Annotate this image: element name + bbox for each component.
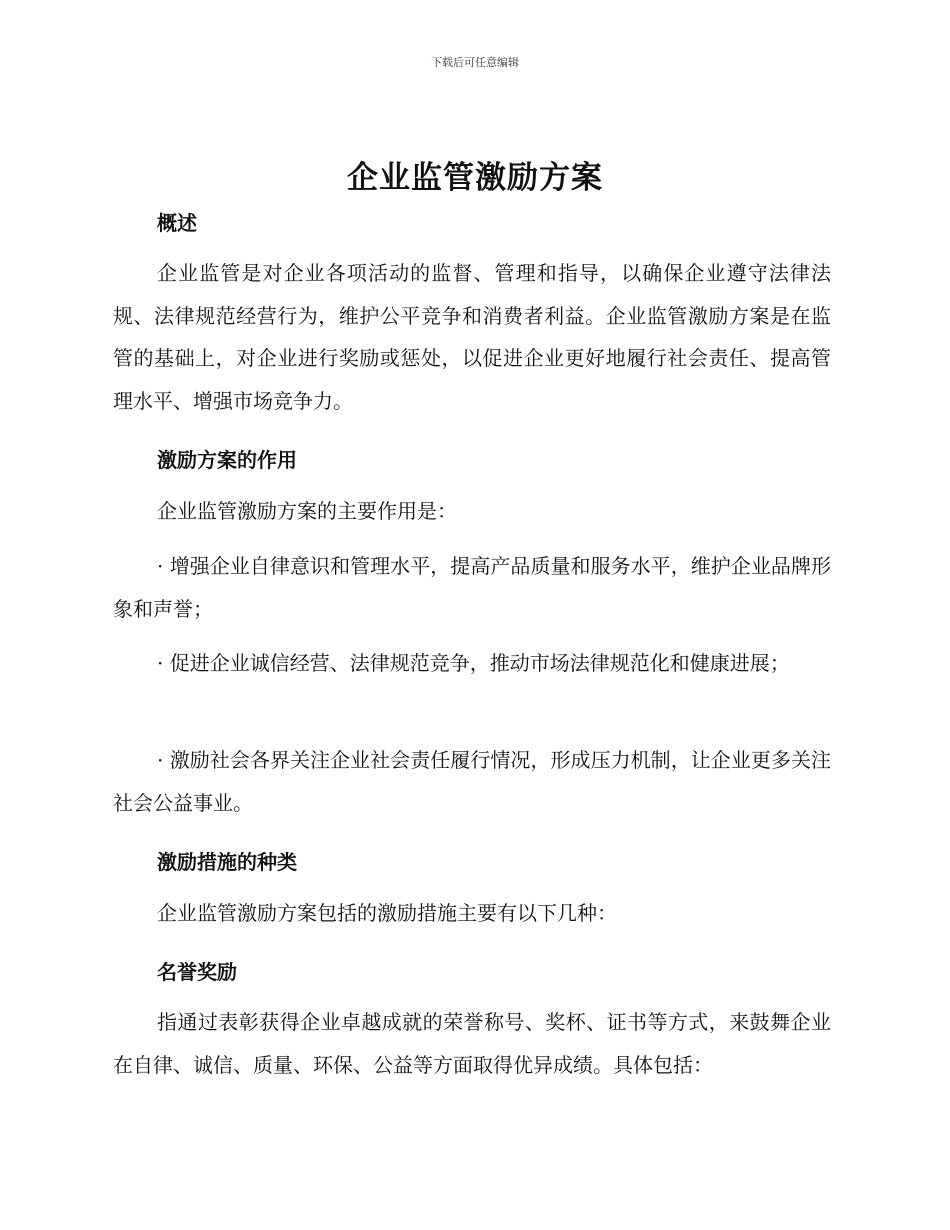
bullet-item-role-2: · 促进企业诚信经营、法律规范竞争，推动市场法律规范化和健康进展； [157, 651, 790, 675]
section-heading-measure-types: 激励措施的种类 [157, 850, 297, 874]
bullet-item-role-3: · 激励社会各界关注企业社会责任履行情况，形成压力机制，让企业更多关注社会公益事业。 [113, 748, 831, 815]
paragraph-overview: 企业监管是对企业各项活动的监督、管理和指导，以确保企业遵守法律法规、法律规范经营行为，维护公平竞争和消费者利益。企业监管激励方案是在监管的基础上，对企业进行奖励或惩处，以促进企业更好地履行社会责任、提高管理水平、增强市场竞争力。 [113, 261, 831, 413]
paragraph-role-intro: 企业监管激励方案的主要作用是： [157, 499, 457, 523]
page-header-note: 下载后可任意编辑 [431, 56, 519, 69]
section-heading-honor-award: 名誉奖励 [157, 960, 237, 984]
bullet-item-role-1: · 增强企业自律意识和管理水平，提高产品质量和服务水平，维护企业品牌形象和声誉； [113, 554, 831, 621]
section-heading-role: 激励方案的作用 [157, 448, 297, 472]
paragraph-honor-award: 指通过表彰获得企业卓越成就的荣誉称号、奖杯、证书等方式，来鼓舞企业在自律、诚信、质量、环保、公益等方面取得优异成绩。具体包括： [113, 1010, 831, 1077]
section-heading-overview: 概述 [157, 211, 197, 235]
document-title: 企业监管激励方案 [347, 160, 603, 196]
paragraph-measure-types: 企业监管激励方案包括的激励措施主要有以下几种： [157, 901, 617, 925]
